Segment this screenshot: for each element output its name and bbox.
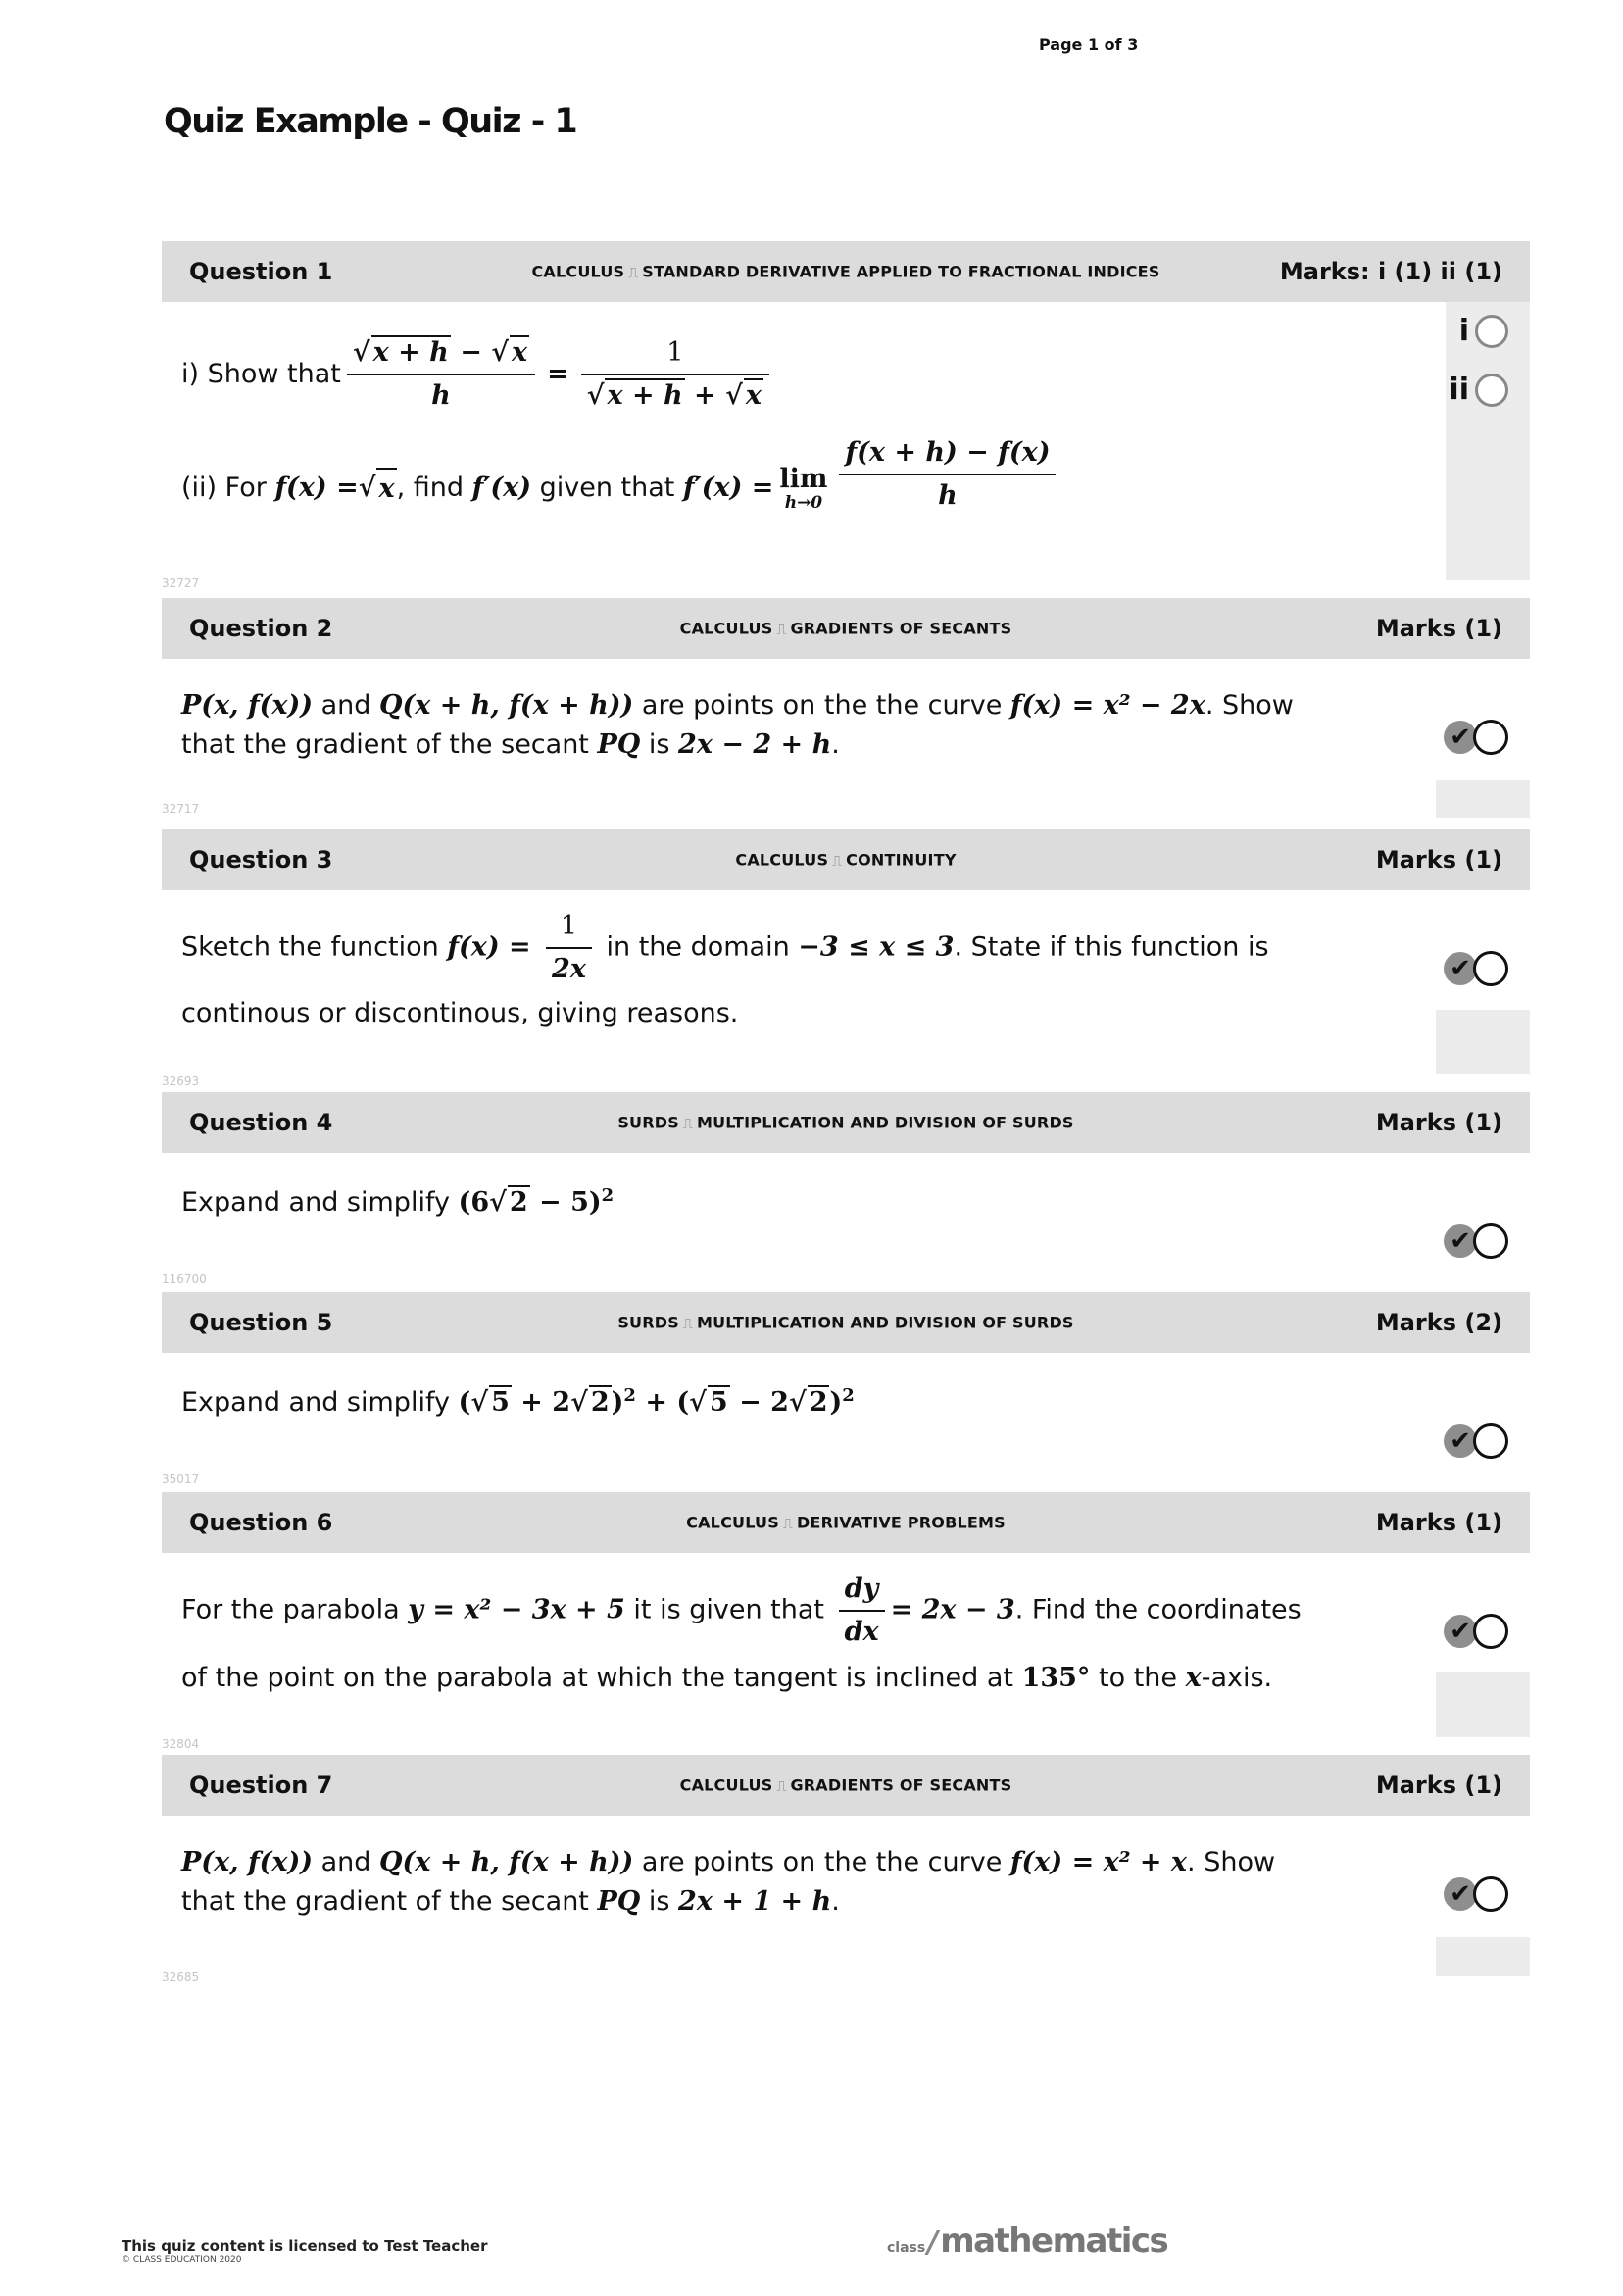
question-marks: Marks (1) (1375, 846, 1502, 873)
topic-subtopic: GRADIENTS OF SECANTS (790, 619, 1012, 638)
question-id: 35017 (162, 1472, 200, 1486)
exponent: 2 (842, 1385, 855, 1406)
text-instruction: . Find the coordinates of the point on the parabola at which the tangent is inclined at (181, 1594, 1302, 1693)
brand-logo (887, 2221, 1167, 2261)
mark-part-label: i (1458, 314, 1469, 348)
question-id: 116700 (162, 1273, 207, 1286)
mark-widget[interactable] (1444, 1876, 1508, 1912)
topic-subtopic: GRADIENTS OF SECANTS (790, 1775, 1012, 1795)
question-7 (162, 1755, 1530, 1984)
exponent: 2 (601, 1185, 615, 1206)
question-number: Question 7 (189, 1772, 333, 1799)
paren: ( (676, 1387, 690, 1418)
question-body (162, 1553, 1530, 1706)
text-middle: are points on the the curve (633, 690, 1010, 721)
part-ii-label: (ii) For (181, 473, 267, 503)
question-marks: Marks (1) (1375, 1109, 1502, 1136)
text-axis: -axis. (1201, 1663, 1273, 1693)
paren: ( (458, 1387, 471, 1418)
function-expression: f(x) = (447, 931, 541, 963)
mark-part-label: ii (1449, 373, 1469, 407)
fraction-numerator (347, 334, 535, 375)
question-marks: Marks (1) (1375, 615, 1502, 642)
text-domain: in the domain (597, 931, 799, 963)
topic-separator-icon: ⎍ (832, 853, 843, 870)
text-given: it is given that (624, 1594, 833, 1625)
fraction (546, 908, 592, 988)
fraction-denominator: h (431, 380, 451, 411)
mark-widget[interactable] (1444, 1423, 1508, 1459)
question-marks: Marks (1) (1375, 1509, 1502, 1536)
question-6 (162, 1492, 1530, 1751)
question-header (162, 829, 1530, 890)
question-header (162, 1492, 1530, 1553)
operator: − 2 (729, 1387, 789, 1418)
sqrt-symbol: √ (358, 473, 376, 503)
gradient-result: 2x + 1 + h (678, 1886, 832, 1917)
limit (779, 465, 827, 512)
question-body (162, 1153, 1530, 1223)
topic-subtopic: DERIVATIVE PROBLEMS (796, 1513, 1006, 1532)
domain-expression: −3 ≤ x ≤ 3 (798, 931, 955, 963)
question-topic (162, 851, 1530, 870)
topic-area: SURDS (617, 1113, 679, 1132)
sqrt-symbol: √ (491, 337, 509, 368)
question-text (181, 1376, 1334, 1423)
question-body (162, 890, 1530, 1039)
fraction (839, 434, 1056, 515)
text-instruction: . Show that the gradient of the secant (181, 690, 1294, 760)
part-i-label: i) Show that (181, 359, 341, 389)
question-id: 32685 (162, 1971, 200, 1984)
question-number: Question 4 (189, 1109, 333, 1136)
topic-separator-icon: ⎍ (782, 1516, 793, 1532)
question-text (181, 1571, 1334, 1706)
text-is: is (640, 1886, 679, 1917)
expression-open: (6 (458, 1187, 490, 1218)
brand-small: class (887, 2240, 926, 2256)
mark-part-i[interactable] (1459, 314, 1508, 348)
empty-circle-icon[interactable] (1475, 315, 1508, 348)
marking-area (1436, 1553, 1530, 1737)
question-marks: Marks (2) (1375, 1309, 1502, 1336)
question-text (181, 686, 1334, 765)
question-body (162, 1353, 1530, 1423)
equals-sign: = (547, 359, 569, 389)
question-number: Question 6 (189, 1509, 333, 1536)
text-given: given that (539, 473, 675, 503)
sqrt-radicand: x + h (372, 337, 449, 368)
sqrt-symbol: √ (352, 337, 370, 368)
text-end: . (831, 729, 840, 760)
text-start: Expand and simplify (181, 1387, 459, 1418)
sqrt-symbol: √ (788, 1387, 807, 1418)
sqrt-radicand: 5 (491, 1387, 510, 1418)
marking-area (1436, 659, 1530, 802)
question-number: Question 5 (189, 1309, 333, 1336)
marking-panel (1436, 1937, 1530, 1976)
fraction-numerator: 1 (581, 334, 769, 375)
question-topic (162, 1514, 1530, 1532)
mark-widget[interactable] (1444, 720, 1508, 755)
question-id: 32717 (162, 802, 200, 816)
text-middle: are points on the the curve (633, 1847, 1010, 1877)
mark-widget[interactable] (1444, 951, 1508, 986)
question-number: Question 3 (189, 846, 333, 873)
sqrt-radicand: 2 (590, 1387, 610, 1418)
question-topic (162, 1776, 1530, 1795)
question-3 (162, 829, 1530, 1088)
brand-large: mathematics (940, 2221, 1168, 2261)
sqrt-radicand: 2 (509, 1187, 528, 1218)
fraction (581, 334, 769, 415)
text-to-the: to the (1090, 1663, 1186, 1693)
fraction (839, 1571, 885, 1651)
check-circle-icon[interactable]: ✔ (1444, 721, 1477, 754)
text-start: Sketch the function (181, 931, 439, 963)
paren: ) (611, 1387, 624, 1418)
check-circle-icon[interactable]: ✔ (1444, 1424, 1477, 1458)
question-number: Question 2 (189, 615, 333, 642)
operator: + (635, 1387, 677, 1418)
derivative-expression: = 2x − 3 (890, 1594, 1015, 1625)
marking-panel (1436, 780, 1530, 818)
text-instruction: . Show that the gradient of the secant (181, 1847, 1276, 1917)
marking-area (1436, 302, 1530, 580)
mark-part-ii[interactable] (1449, 373, 1508, 407)
point-q: Q(x + h, f(x + h)) (378, 690, 634, 721)
limit-subscript: h→0 (784, 493, 823, 513)
derivative-expression: f′(x) (471, 473, 532, 503)
page-number: Page 1 of 3 (1039, 35, 1139, 54)
text-is: is (640, 729, 679, 760)
text-end: . State if this function is continous or discontinous, giving reasons. (181, 931, 1269, 1028)
fraction-denominator: h (938, 480, 958, 511)
text-start: For the parabola (181, 1594, 409, 1625)
sqrt-symbol: √ (489, 1187, 507, 1218)
sqrt-radicand: 2 (809, 1387, 828, 1418)
question-marks: Marks (1) (1375, 1772, 1502, 1799)
text-and: and (313, 1847, 379, 1877)
mark-widget[interactable] (1444, 1223, 1508, 1259)
fraction-numerator: f(x + h) − f(x) (839, 434, 1056, 475)
topic-subtopic: CONTINUITY (846, 850, 957, 870)
point-p: P(x, f(x)) (181, 690, 314, 721)
empty-circle-icon[interactable] (1473, 1614, 1508, 1649)
gradient-result: 2x − 2 + h (678, 729, 832, 760)
angle-value: 135° (1021, 1663, 1091, 1693)
mark-widget[interactable] (1444, 1614, 1508, 1649)
sqrt-symbol: √ (570, 1387, 588, 1418)
topic-separator-icon: ⎍ (682, 1316, 693, 1332)
marking-area (1436, 1153, 1530, 1273)
empty-circle-icon[interactable] (1473, 951, 1508, 986)
question-5 (162, 1292, 1530, 1486)
question-header (162, 598, 1530, 659)
check-circle-icon[interactable]: ✔ (1444, 1877, 1477, 1911)
axis-variable: x (1185, 1663, 1202, 1693)
question-header (162, 241, 1530, 302)
brand-slash-icon: / (927, 2225, 939, 2260)
limit-operator: lim (779, 464, 828, 494)
function-expression: f(x) = (274, 473, 359, 503)
empty-circle-icon[interactable] (1473, 1423, 1508, 1459)
secant-label: PQ (597, 729, 641, 760)
question-header (162, 1755, 1530, 1816)
sqrt-radicand: x (511, 337, 528, 368)
question-topic (162, 1114, 1530, 1132)
question-marks: Marks: i (1) ii (1) (1279, 258, 1502, 285)
topic-subtopic: STANDARD DERIVATIVE APPLIED TO FRACTIONAL INDICES (642, 262, 1160, 281)
check-circle-icon[interactable]: ✔ (1444, 1224, 1477, 1258)
question-header (162, 1292, 1530, 1353)
fraction-numerator: 1 (546, 908, 592, 949)
fraction-denominator (581, 375, 769, 415)
fraction-denominator: 2x (552, 954, 586, 984)
topic-separator-icon: ⎍ (682, 1116, 693, 1132)
operator: + 2 (511, 1387, 571, 1418)
question-id: 32804 (162, 1737, 200, 1751)
sqrt-symbol: √ (689, 1387, 707, 1418)
point-q: Q(x + h, f(x + h)) (378, 1847, 634, 1877)
question-text (181, 908, 1334, 1039)
marking-panel (1436, 1672, 1530, 1737)
sqrt-radicand: x + h (607, 380, 683, 411)
part-i (181, 327, 1334, 422)
question-4 (162, 1092, 1530, 1286)
topic-separator-icon: ⎍ (628, 265, 639, 281)
text-and: and (313, 690, 379, 721)
paren: ) (829, 1387, 843, 1418)
sqrt-symbol: √ (586, 380, 605, 411)
curve-expression: f(x) = x² + x (1009, 1847, 1188, 1877)
point-p: P(x, f(x)) (181, 1847, 314, 1877)
question-id: 32693 (162, 1074, 200, 1088)
quiz-title: Quiz Example - Quiz - 1 (164, 102, 577, 141)
fraction-numerator: dy (839, 1571, 885, 1612)
secant-label: PQ (597, 1886, 641, 1917)
sqrt-radicand: x (376, 468, 396, 509)
topic-area: CALCULUS (679, 1775, 773, 1795)
question-id: 32727 (162, 576, 200, 590)
check-circle-icon[interactable]: ✔ (1444, 952, 1477, 985)
question-number: Question 1 (189, 258, 333, 285)
copyright-text: © CLASS EDUCATION 2020 (122, 2255, 242, 2265)
marking-area (1436, 890, 1530, 1074)
marking-area (1436, 1353, 1530, 1472)
question-topic (162, 1314, 1530, 1332)
operator: + (684, 380, 726, 411)
exponent: 2 (623, 1385, 636, 1406)
topic-subtopic: MULTIPLICATION AND DIVISION OF SURDS (696, 1313, 1074, 1332)
topic-area: CALCULUS (686, 1513, 779, 1532)
derivative-expression: f′(x) = (682, 473, 774, 503)
question-body (162, 659, 1530, 765)
marking-area (1436, 1816, 1530, 1969)
topic-area: SURDS (617, 1313, 679, 1332)
topic-area: CALCULUS (679, 619, 773, 638)
question-body (162, 1816, 1530, 1922)
question-body (162, 302, 1530, 537)
text-start: Expand and simplify (181, 1187, 459, 1218)
check-circle-icon[interactable]: ✔ (1444, 1615, 1477, 1648)
parabola-expression: y = x² − 3x + 5 (408, 1594, 625, 1625)
topic-area: CALCULUS (735, 850, 829, 870)
question-1 (162, 241, 1530, 590)
topic-subtopic: MULTIPLICATION AND DIVISION OF SURDS (696, 1113, 1074, 1132)
sqrt-radicand: 5 (709, 1387, 728, 1418)
text-find: , find (396, 473, 465, 503)
topic-separator-icon: ⎍ (776, 1778, 787, 1795)
licence-text: This quiz content is licensed to Test Teacher (122, 2237, 488, 2255)
operator: − (450, 337, 492, 368)
fraction-denominator: dx (844, 1617, 879, 1647)
fraction (347, 334, 535, 415)
question-2 (162, 598, 1530, 816)
question-topic (162, 620, 1530, 638)
sqrt-radicand: x (745, 380, 762, 411)
text-end: . (831, 1886, 840, 1917)
empty-circle-icon[interactable] (1473, 1876, 1508, 1912)
question-text (181, 1176, 1334, 1223)
question-text (181, 1843, 1334, 1922)
part-ii (181, 439, 1334, 537)
sqrt-symbol: √ (725, 380, 743, 411)
marking-panel (1436, 1010, 1530, 1074)
empty-circle-icon[interactable] (1473, 1223, 1508, 1259)
empty-circle-icon[interactable] (1473, 720, 1508, 755)
empty-circle-icon[interactable] (1475, 374, 1508, 407)
topic-separator-icon: ⎍ (776, 622, 787, 638)
expression-close: − 5) (529, 1187, 602, 1218)
topic-area: CALCULUS (531, 262, 625, 281)
curve-expression: f(x) = x² − 2x (1009, 690, 1205, 721)
sqrt-symbol: √ (470, 1387, 489, 1418)
question-header (162, 1092, 1530, 1153)
